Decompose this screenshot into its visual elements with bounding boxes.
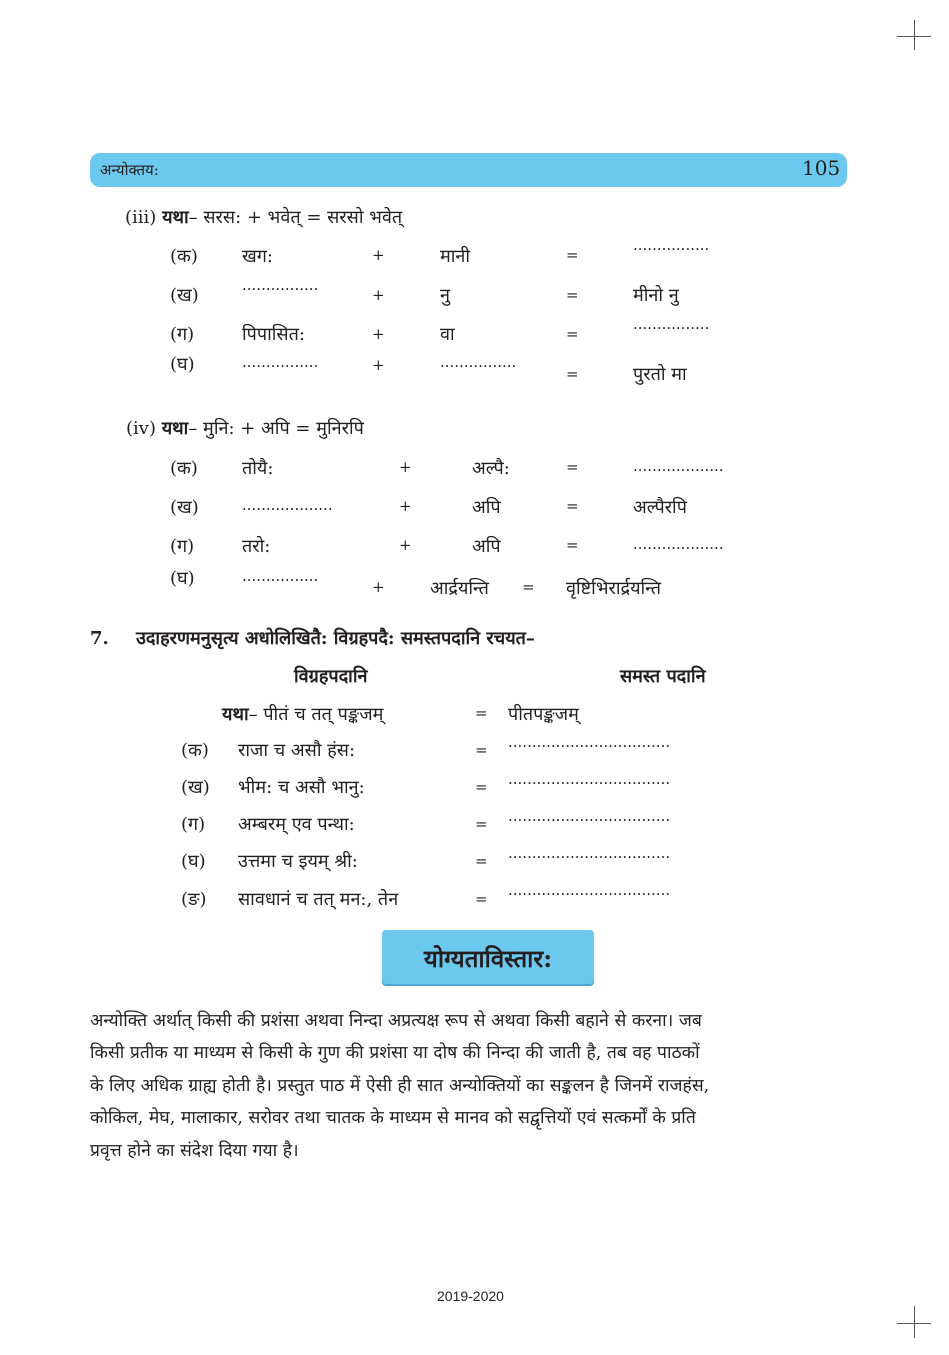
answer-blank: .................................. <box>508 844 671 862</box>
row-label: (क) <box>170 458 198 479</box>
plus-sign: + <box>372 578 385 596</box>
paragraph-line: किसी प्रतीक या माध्यम से किसी के गुण की प्रशंसा या दोष की निन्दा की जाती है, तब वह पाठकों <box>90 1043 700 1064</box>
row-text: सावधानं च तत् मन:, तेन <box>238 889 399 910</box>
row-term-a: पिपासित: <box>242 324 305 345</box>
answer-blank: ................ <box>633 315 710 333</box>
paragraph-line: के लिए अधिक ग्राह्य होती है। प्रस्तुत पाठ में ऐसी ही सात अन्योक्तियों का सङ्कलन है जिनमें राजहंस, <box>90 1075 710 1096</box>
equals-sign: = <box>566 286 579 304</box>
row-label: (क) <box>181 740 209 761</box>
paragraph-line: अन्योक्ति अर्थात् किसी की प्रशंसा अथवा निन्दा अप्रत्यक्ष रूप से अथवा किसी बहाने से करना। जब <box>90 1011 702 1031</box>
equals-sign: = <box>475 890 488 908</box>
equals-sign: = <box>566 497 579 515</box>
example-right: पीतपङ्कजम् <box>508 704 579 725</box>
equals-sign: = <box>566 458 579 476</box>
equals-sign: = <box>566 246 579 264</box>
row-label: (ख) <box>170 497 199 518</box>
answer-blank: ................... <box>633 535 724 553</box>
answer-blank: ................ <box>242 276 319 294</box>
answer-blank: ................ <box>242 353 319 371</box>
yatha-label: यथा <box>161 418 189 439</box>
column-header-right: समस्त पदानि <box>620 666 706 687</box>
row-term-b: अपि <box>472 536 501 557</box>
equals-sign: = <box>475 778 488 796</box>
paragraph-line: प्रवृत्त होने का संदेश दिया गया है। <box>90 1140 299 1161</box>
page-header-bar <box>90 153 847 187</box>
row-term-b: मानी <box>440 246 471 267</box>
answer-blank: .................................. <box>508 807 671 825</box>
answer-blank: .................................. <box>508 733 671 751</box>
row-term-b: वा <box>440 324 455 345</box>
equals-sign: = <box>566 536 579 554</box>
row-label: (ङ) <box>181 889 207 910</box>
equals-sign: = <box>566 365 579 383</box>
yatha-label: यथा <box>222 704 249 725</box>
row-label: (ख) <box>170 285 199 306</box>
row-term-b: अल्पै: <box>472 458 510 479</box>
question-title: उदाहरणमनुसृत्य अधोलिखितै: विग्रहपदै: समस्तपदानि रचयत– <box>136 628 535 649</box>
example-row <box>222 702 383 726</box>
row-label: (ख) <box>181 777 210 798</box>
exercise-number: (iii) <box>125 207 157 228</box>
plus-sign: + <box>372 246 385 264</box>
crop-mark-top-right-v <box>914 20 915 50</box>
equals-sign: = <box>475 852 488 870</box>
exercise-number: (iv) <box>126 418 156 439</box>
answer-blank: ................ <box>440 353 517 371</box>
row-label: (घ) <box>170 354 195 375</box>
answer-blank: ................ <box>633 236 710 254</box>
equals-sign: = <box>566 325 579 343</box>
row-term-b: अपि <box>472 497 501 518</box>
explanation-paragraph <box>90 1005 848 1167</box>
equals-sign: = <box>475 741 488 759</box>
crop-mark-bottom-right-v <box>914 1306 915 1338</box>
question-number: 7. <box>90 628 109 649</box>
plus-sign: + <box>372 356 385 374</box>
row-label: (घ) <box>181 851 206 872</box>
row-term-b: आर्द्रयन्ति <box>430 578 489 599</box>
exercise-iii-intro <box>125 205 402 229</box>
footer-year: 2019-2020 <box>437 1288 504 1304</box>
row-result: पुरतो मा <box>633 364 687 385</box>
plus-sign: + <box>372 325 385 343</box>
equals-sign: = <box>475 815 488 833</box>
plus-sign: + <box>399 536 412 554</box>
section-banner <box>382 930 594 984</box>
row-label: (ग) <box>181 814 206 835</box>
row-label: (घ) <box>170 568 195 589</box>
row-result: वृष्टिभिरार्द्रयन्ति <box>566 578 661 599</box>
row-text: भीम: च असौ भानु: <box>238 777 365 798</box>
chapter-title: अन्योक्तय: <box>100 161 159 179</box>
row-term-b: नु <box>440 285 450 306</box>
plus-sign: + <box>399 497 412 515</box>
answer-blank: .................................. <box>508 881 671 899</box>
plus-sign: + <box>399 458 412 476</box>
row-text: उत्तमा च इयम् श्री: <box>238 851 358 872</box>
section-title: योग्यताविस्तार: <box>423 944 553 973</box>
equals-sign: = <box>475 704 488 722</box>
paragraph-line: कोकिल, मेघ, मालाकार, सरोवर तथा चातक के माध्यम से मानव को सद्वृत्तियों एवं सत्कर्मों के प्रति <box>90 1108 696 1129</box>
row-label: (क) <box>170 246 198 267</box>
equals-sign: = <box>522 578 535 596</box>
answer-blank: .................................. <box>508 770 671 788</box>
plus-sign: + <box>372 286 385 304</box>
answer-blank: ................... <box>242 496 333 514</box>
row-term-a: खग: <box>242 246 273 267</box>
exercise-iv-intro <box>126 416 364 440</box>
example-text: – सरस: + भवेत् = सरसो भवेत् <box>188 207 403 228</box>
row-result: मीनो नु <box>633 285 679 306</box>
answer-blank: ................ <box>242 567 319 585</box>
yatha-label: यथा <box>162 207 189 228</box>
row-label: (ग) <box>170 536 195 557</box>
row-text: अम्बरम् एव पन्था: <box>238 814 355 835</box>
row-result: अल्पैरपि <box>633 497 687 518</box>
row-term-a: तोयै: <box>242 458 274 479</box>
example-text: – मुनि: + अपि = मुनिरपि <box>188 418 364 439</box>
row-term-a: तरो: <box>242 536 271 557</box>
example-left: – पीतं च तत् पङ्कजम् <box>248 704 384 725</box>
row-label: (ग) <box>170 324 195 345</box>
answer-blank: ................... <box>633 457 724 475</box>
column-header-left: विग्रहपदानि <box>294 666 368 687</box>
page-number: 105 <box>802 156 841 180</box>
row-text: राजा च असौ हंस: <box>238 740 356 761</box>
